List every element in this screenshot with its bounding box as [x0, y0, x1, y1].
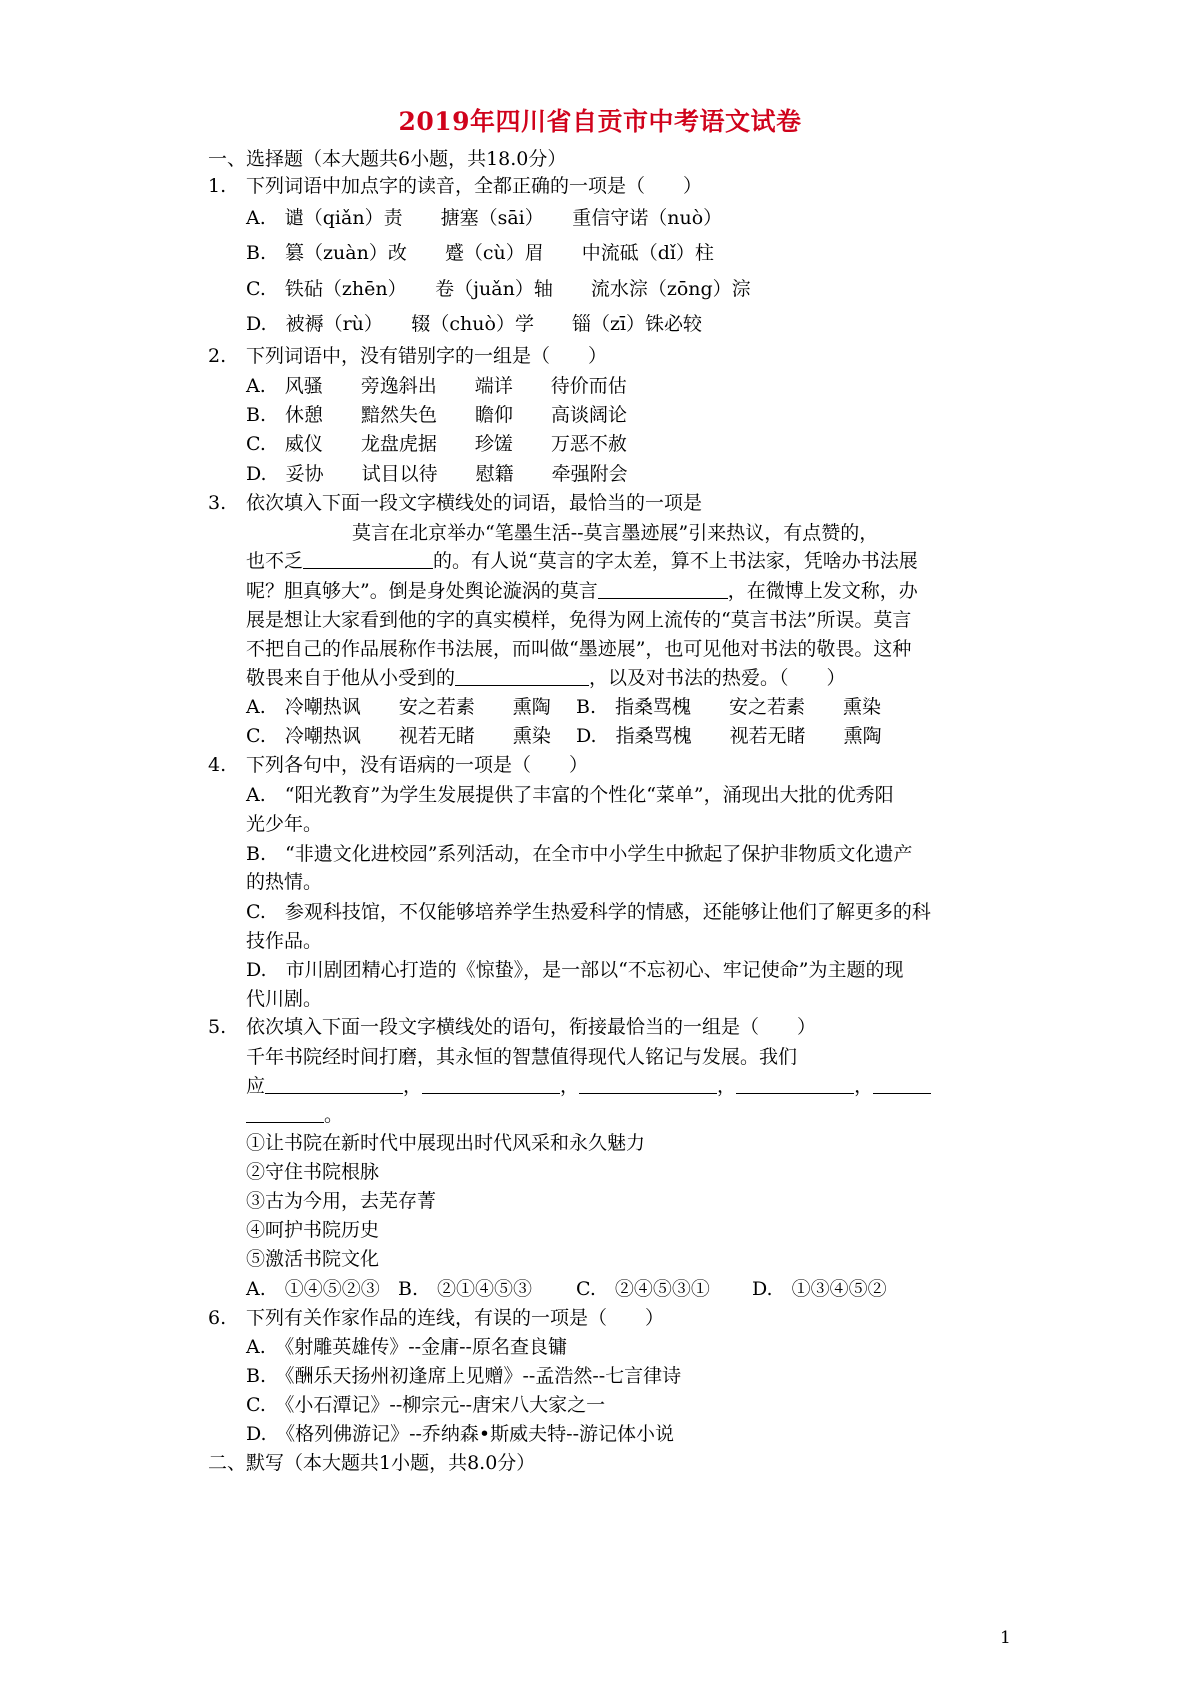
q3-text: 呢？胆真够大”。倒是身处舆论漩涡的莫言 [246, 580, 598, 602]
q5-item-4: ④呵护书院历史 [246, 1219, 380, 1241]
q3-stem: 依次填入下面一段文字横线处的词语，最恰当的一项是 [246, 492, 703, 514]
q4-option-d-cont: 代川剧。 [246, 988, 323, 1010]
q3-text: ，以及对书法的热爱。（ ） [589, 667, 846, 689]
q6-option-b: B. 《酬乐天扬州初逢席上见赠》--孟浩然--七言律诗 [246, 1365, 682, 1387]
q4-option-d: D. 市川剧团精心打造的《惊蛰》，是一部以“不忘初心、牢记使命”为主题的现 [246, 959, 904, 981]
section-heading-1: 一、选择题（本大题共6小题，共18.0分） [208, 148, 567, 170]
q4-option-a-cont: 光少年。 [246, 813, 323, 835]
page-number: 1 [1000, 1628, 1011, 1648]
q3-passage-line-1: 莫言在北京举办“笔墨生活--莫言墨迹展”引来热议，有点赞的， [352, 522, 879, 544]
q4-option-c: C. 参观科技馆，不仅能够培养学生热爱科学的情感，还能够让他们了解更多的科 [246, 901, 931, 923]
q4-option-b: B. “非遗文化进校园”系列活动，在全市中小学生中掀起了保护非物质文化遗产 [246, 843, 913, 865]
q3-passage-line-2 [246, 548, 918, 574]
answer-blank[interactable] [422, 1073, 560, 1094]
q3-option-d: D. 指桑骂槐 视若无睹 熏陶 [576, 725, 882, 747]
q2-number: 2. [208, 345, 227, 367]
answer-blank[interactable] [598, 578, 728, 599]
q6-number: 6. [208, 1307, 227, 1329]
q3-option-a: A. 冷嘲热讽 安之若素 熏陶 [246, 696, 551, 718]
answer-blank[interactable] [736, 1073, 854, 1094]
q5-option-b: B. ②①④⑤③ [398, 1278, 533, 1300]
q5-option-c: C. ②④⑤③① [576, 1278, 710, 1300]
q3-text: 敬畏来自于他从小受到的 [246, 667, 456, 689]
answer-blank[interactable] [579, 1073, 717, 1094]
q2-option-a: A. 风骚 旁逸斜出 端详 待价而估 [246, 375, 627, 397]
q5-passage-line-3 [246, 1102, 343, 1128]
q1-stem: 下列词语中加点字的读音，全都正确的一项是（ ） [246, 175, 703, 197]
q5-item-1: ①让书院在新时代中展现出时代风采和永久魅力 [246, 1132, 646, 1154]
q4-stem: 下列各句中，没有语病的一项是（ ） [246, 754, 589, 776]
q4-option-b-cont: 的热情。 [246, 871, 323, 893]
q1-option-a: A. 谴（qiǎn）责 搪塞（sāi） 重信守诺（nuò） [246, 207, 723, 229]
answer-blank[interactable] [303, 548, 433, 569]
q4-option-c-cont: 技作品。 [246, 930, 323, 952]
q3-option-b: B. 指桑骂槐 安之若素 熏染 [576, 696, 882, 718]
q5-text: 应 [246, 1075, 266, 1097]
q5-option-a: A. ①④⑤②③ [246, 1278, 380, 1300]
q6-option-c: C. 《小石潭记》--柳宗元--唐宋八大家之一 [246, 1394, 606, 1416]
q3-option-c: C. 冷嘲热讽 视若无睹 熏染 [246, 725, 551, 747]
q5-passage-line-1: 千年书院经时间打磨，其永恒的智慧值得现代人铭记与发展。我们 [246, 1046, 798, 1068]
q1-option-d: D. 被褥（rù） 辍（chuò）学 锱（zī）铢必较 [246, 313, 703, 335]
section-heading-2: 二、默写（本大题共1小题，共8.0分） [208, 1452, 536, 1474]
q3-passage-line-3 [246, 578, 918, 604]
q1-option-b: B. 篡（zuàn）改 蹙（cù）眉 中流砥（dǐ）柱 [246, 242, 714, 264]
q3-text: 也不乏 [246, 550, 304, 572]
q5-option-d: D. ①③④⑤② [752, 1278, 887, 1300]
answer-blank[interactable] [455, 665, 589, 686]
page-title: 2019年四川省自贡市中考语文试卷 [398, 107, 802, 136]
q6-stem: 下列有关作家作品的连线，有误的一项是（ ） [246, 1307, 665, 1329]
q5-item-2: ②守住书院根脉 [246, 1161, 380, 1183]
q6-option-d: D. 《格列佛游记》--乔纳森•斯威夫特--游记体小说 [246, 1423, 674, 1445]
q2-option-d: D. 妥协 试目以待 慰籍 牵强附会 [246, 463, 628, 485]
q2-stem: 下列词语中，没有错别字的一组是（ ） [246, 345, 608, 367]
q3-text: ，在微博上发文称，办 [727, 580, 918, 602]
q4-option-a: A. “阳光教育”为学生发展提供了丰富的个性化“菜单”，涌现出大批的优秀阳 [246, 784, 894, 806]
answer-blank[interactable] [265, 1073, 403, 1094]
q5-stem: 依次填入下面一段文字横线处的语句，衔接最恰当的一组是（ ） [246, 1016, 817, 1038]
q5-passage-line-2 [246, 1073, 931, 1099]
q3-passage-line-6 [246, 665, 846, 691]
q3-number: 3. [208, 492, 227, 514]
q3-text: 的。有人说“莫言的字太差，算不上书法家，凭啥办书法展 [433, 550, 918, 572]
q3-passage-line-4: 展是想让大家看到他的字的真实模样，免得为网上流传的“莫言书法”所误。莫言 [246, 609, 912, 631]
q5-period: 。 [324, 1104, 344, 1126]
q2-option-b: B. 休憩 黯然失色 瞻仰 高谈阔论 [246, 404, 628, 426]
answer-blank[interactable] [246, 1102, 324, 1123]
q1-number: 1. [208, 175, 227, 197]
q5-comma: ， [717, 1075, 737, 1097]
q6-option-a: A. 《射雕英雄传》--金庸--原名查良镛 [246, 1336, 567, 1358]
answer-blank[interactable] [873, 1073, 931, 1094]
q5-comma: ， [854, 1075, 874, 1097]
q1-option-c: C. 铁砧（zhēn） 卷（juǎn）轴 流水淙（zōng）淙 [246, 278, 751, 300]
q5-comma: ， [403, 1075, 423, 1097]
q4-number: 4. [208, 754, 227, 776]
q5-item-5: ⑤激活书院文化 [246, 1248, 380, 1270]
q3-passage-line-5: 不把自己的作品展称作书法展，而叫做“墨迹展”，也可见他对书法的敬畏。这种 [246, 638, 912, 660]
q2-option-c: C. 威仪 龙盘虎据 珍馐 万恶不赦 [246, 433, 627, 455]
q5-number: 5. [208, 1016, 227, 1038]
q5-item-3: ③古为今用，去芜存菁 [246, 1190, 437, 1212]
q5-comma: ， [560, 1075, 580, 1097]
